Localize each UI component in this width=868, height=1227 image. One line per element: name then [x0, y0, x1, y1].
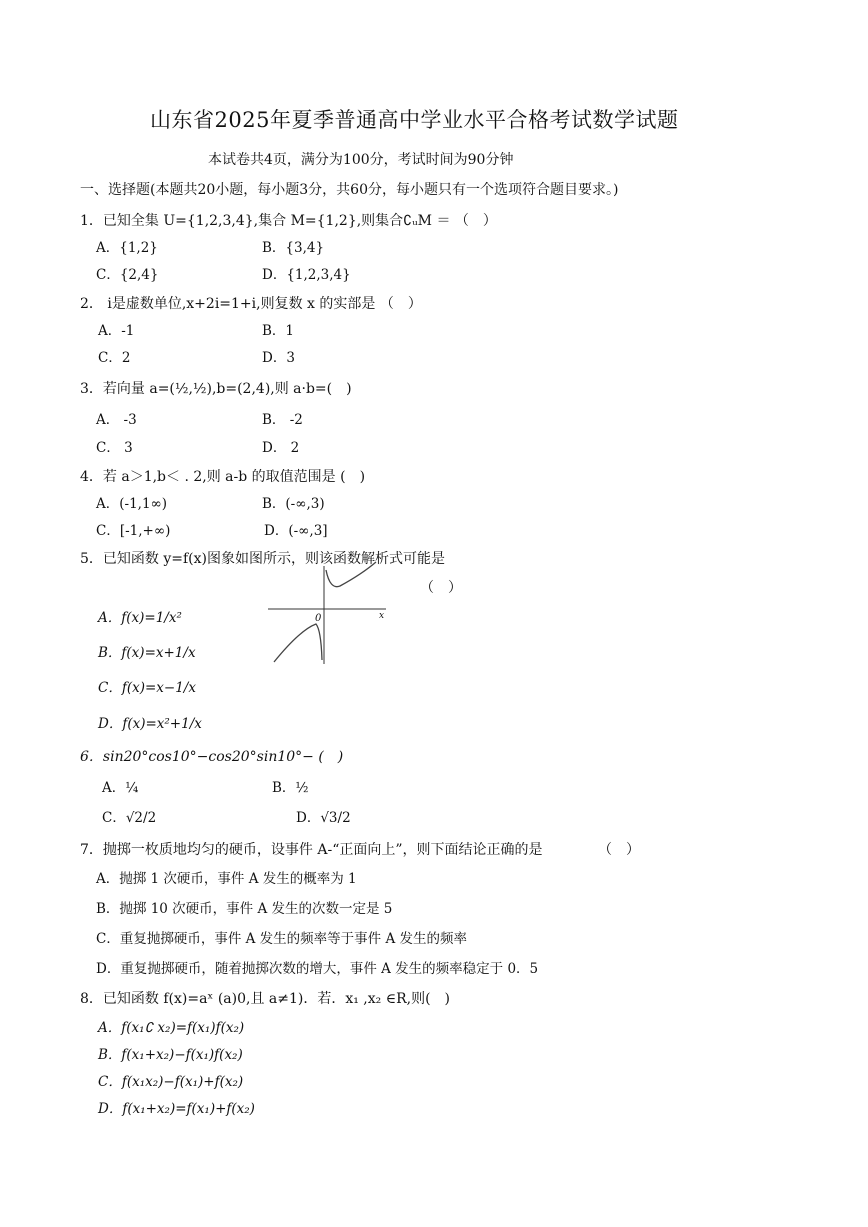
question-3-option-c: C． 3 [96, 440, 133, 456]
question-4-option-c: C．[-1,+∞) [96, 523, 171, 539]
question-7-blank: （ ） [598, 842, 640, 858]
question-1-option-d: D．{1,2,3,4} [262, 267, 351, 283]
question-5-stem: 5．已知函数 y=f(x)图象如图所示，则该函数解析式可能是 [80, 551, 445, 567]
question-8-option-c: C．f(x₁x₂)−f(x₁)+f(x₂) [98, 1074, 244, 1090]
question-6-option-a: A．¼ [102, 780, 139, 796]
section-heading: 一、选择题(本题共20小题，每小题3分，共60分，每小题只有一个选项符合题目要求。) [80, 182, 619, 198]
question-1-stem: 1．已知全集 U={1,2,3,4},集合 M={1,2},则集合∁ᵤM ＝ （ ） [80, 213, 497, 229]
question-7-option-a: A．抛掷 1 次硬币，事件 A 发生的概率为 1 [96, 871, 357, 887]
question-3-option-a: A． -3 [96, 412, 137, 428]
question-7-option-b: B．抛掷 10 次硬币，事件 A 发生的次数一定是 5 [96, 901, 393, 917]
curve-right-branch [326, 562, 376, 587]
question-2-stem: 2． i是虚数单位,x+2i=1+i,则复数 x 的实部是 （ ） [80, 296, 422, 312]
question-3-option-d: D． 2 [262, 440, 300, 456]
question-3-option-b: B． -2 [262, 412, 303, 428]
question-7-option-c: C．重复抛掷硬币，事件 A 发生的频率等于事件 A 发生的频率 [96, 931, 467, 947]
question-6-option-b: B．½ [272, 780, 309, 796]
question-1-option-b: B．{3,4} [262, 240, 325, 256]
question-2-option-d: D．3 [262, 350, 295, 366]
question-3-stem: 3．若向量 a=(½,½),b=(2,4),则 a·b=( ) [80, 381, 352, 397]
question-7-option-d: D．重复抛掷硬币，随着抛掷次数的增大，事件 A 发生的频率稳定于 0．5 [96, 961, 539, 977]
question-7-stem: 7．抛掷一枚质地均匀的硬币，设事件 A-“正面向上”，则下面结论正确的是 [80, 842, 543, 858]
question-1-option-a: A．{1,2} [96, 240, 158, 256]
question-5-option-c: C．f(x)=x−1/x [98, 680, 196, 696]
origin-label: 0 [315, 613, 322, 624]
question-8-option-a: A．f(x₁∁ x₂)=f(x₁)f(x₂) [98, 1020, 245, 1036]
question-2-option-b: B．1 [262, 323, 295, 339]
curve-left-branch [274, 624, 322, 662]
question-6-option-c: C．√2/2 [102, 810, 157, 826]
question-4-option-d: D．(-∞,3] [264, 523, 328, 539]
x-axis-label: x [379, 611, 385, 621]
question-8-option-b: B．f(x₁+x₂)−f(x₁)f(x₂) [98, 1047, 243, 1063]
question-8-option-d: D．f(x₁+x₂)=f(x₁)+f(x₂) [98, 1101, 255, 1117]
exam-info: 本试卷共4页，满分为100分，考试时间为90分钟 [208, 152, 514, 168]
question-6-stem: 6．sin20°cos10°−cos20°sin10°− ( ) [80, 749, 344, 765]
question-5-option-b: B．f(x)=x+1/x [98, 645, 196, 661]
question-5-blank: （ ） [420, 580, 462, 596]
question-2-option-c: C．2 [98, 350, 131, 366]
question-4-option-b: B．(-∞,3) [262, 496, 325, 512]
question-5-option-d: D．f(x)=x²+1/x [98, 716, 202, 732]
question-1-option-c: C．{2,4} [96, 267, 159, 283]
question-4-option-a: A．(-1,1∞) [96, 496, 168, 512]
question-4-stem: 4．若 a＞1,b＜ . 2,则 a-b 的取值范围是 ( ) [80, 469, 366, 485]
question-5-option-a: A．f(x)=1/x² [98, 610, 182, 626]
question-8-stem: 8．已知函数 f(x)=aˣ (a)0,且 a≠1)．若．x₁ ,x₂ ∈R,则( ) [80, 991, 450, 1007]
question-6-option-d: D．√3/2 [296, 810, 351, 826]
question-2-option-a: A．-1 [98, 323, 135, 339]
page-title: 山东省2025年夏季普通高中学业水平合格考试数学试题 [150, 108, 679, 132]
